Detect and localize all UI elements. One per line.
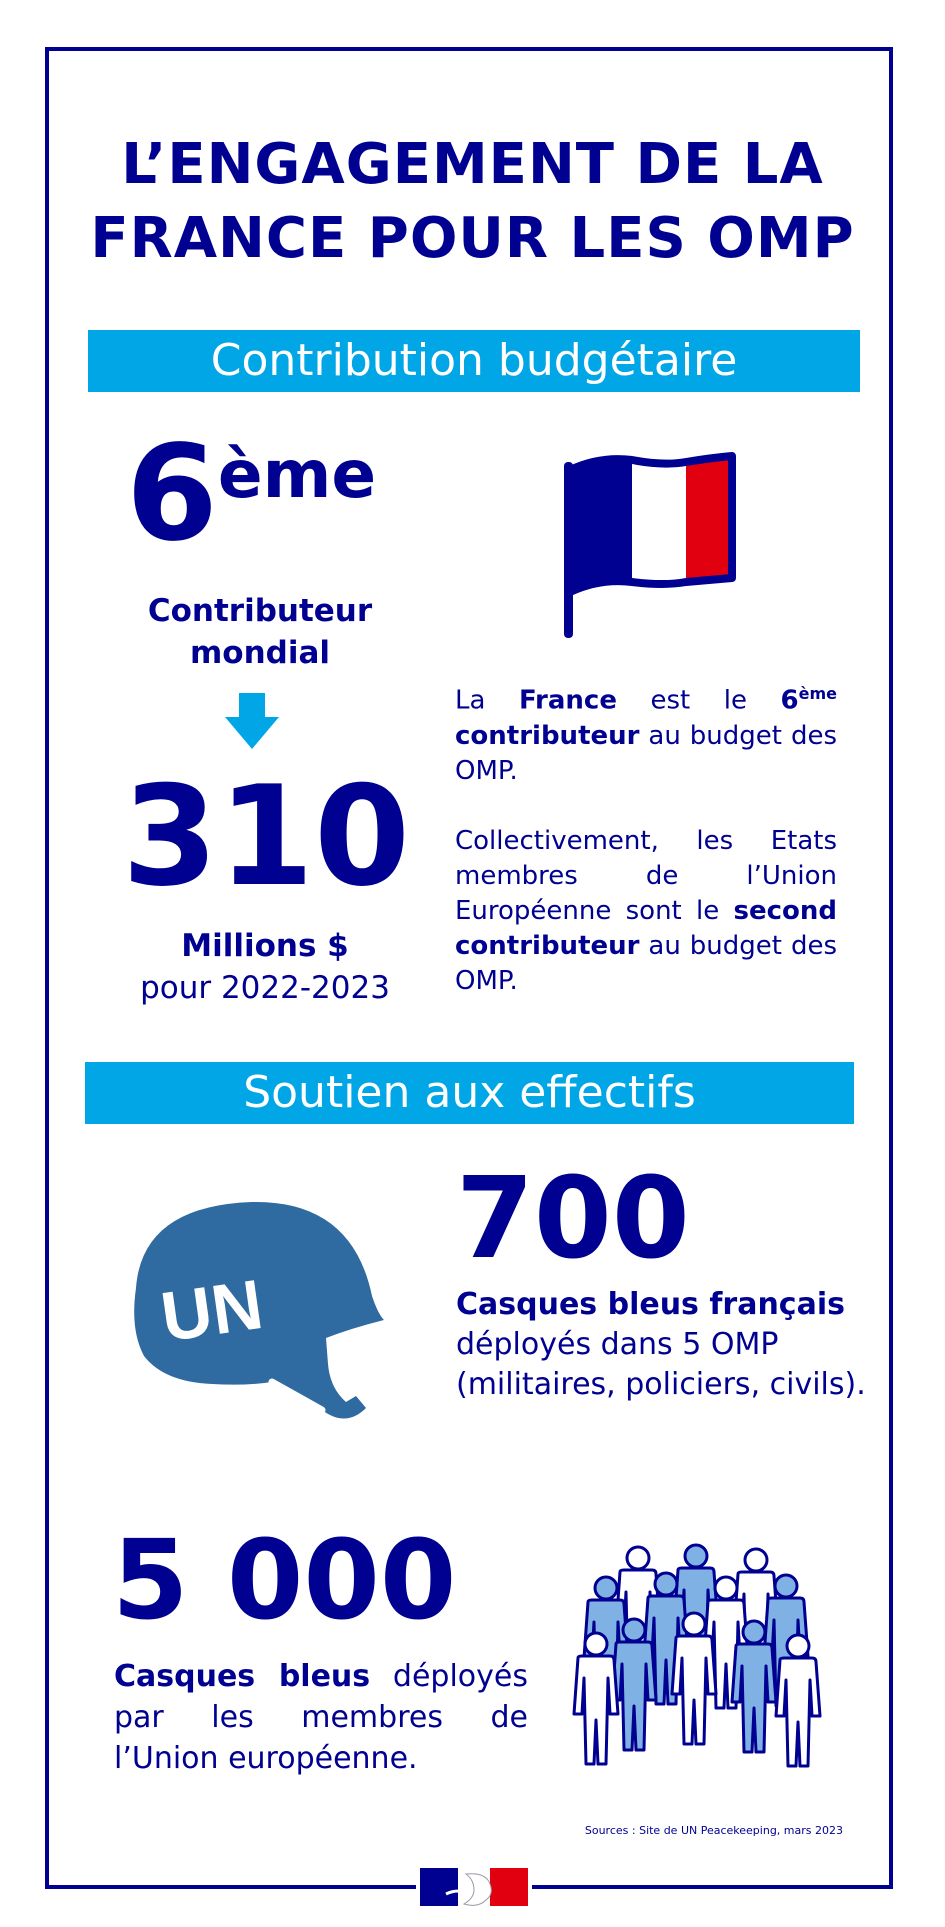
french-caption-rest: déployés dans 5 OMP (militaires, policiers, civils). xyxy=(456,1327,866,1402)
section-header-staff: Soutien aux effectifs xyxy=(85,1062,854,1124)
arrow-down-icon xyxy=(225,693,279,749)
para1-text-2: est le xyxy=(616,685,781,716)
rank-label-line-1: Contributeur xyxy=(147,593,373,629)
eu-peacekeepers-caption xyxy=(114,1656,528,1779)
para1-bold-france: France xyxy=(518,685,617,716)
para1-text-3: au budget des OMP. xyxy=(455,720,837,786)
un-helmet-icon xyxy=(122,1196,392,1436)
para2-text-2: au budget des OMP. xyxy=(455,931,837,996)
budget-caption xyxy=(115,925,415,1009)
para2-bold-second: second contributeur xyxy=(455,896,837,961)
republique-francaise-logo xyxy=(416,1864,532,1910)
budget-period: pour 2022-2023 xyxy=(140,970,390,1006)
people-group-icon xyxy=(566,1536,826,1786)
french-caption-bold: Casques bleus français xyxy=(456,1287,845,1322)
budget-paragraph-eu xyxy=(455,824,837,999)
para2-text-1: Collectivement, les Etats membres de l’Union Européenne sont le xyxy=(455,826,837,926)
rank-number: 6 xyxy=(126,417,218,571)
title-line-1: L’ENGAGEMENT DE LA xyxy=(121,132,824,197)
title-line-2: FRANCE POUR LES OMP xyxy=(90,206,855,271)
rank-label-line-2: mondial xyxy=(189,635,331,671)
para1-rank-suffix: ème xyxy=(798,684,837,703)
eu-caption-bold: Casques bleus xyxy=(114,1659,371,1694)
rank-figure xyxy=(126,417,377,571)
section-header-budget: Contribution budgétaire xyxy=(88,330,860,392)
marianne-icon xyxy=(416,1864,532,1910)
french-peacekeepers-caption xyxy=(456,1285,876,1405)
rank-suffix: ème xyxy=(217,436,377,513)
sources-note: Sources : Site de UN Peacekeeping, mars 2023 xyxy=(584,1824,843,1837)
para1-bold-rank: 6 xyxy=(780,685,799,716)
french-flag-icon xyxy=(560,452,740,642)
french-peacekeepers-count: 700 xyxy=(456,1154,690,1284)
para1-bold-contrib: contributeur xyxy=(455,720,640,751)
para1-text-1: La xyxy=(455,685,519,716)
budget-amount: 310 xyxy=(122,756,411,917)
page-title xyxy=(0,128,945,276)
budget-paragraph-france xyxy=(455,676,837,789)
helmet-un-label: UN xyxy=(156,1264,268,1357)
eu-caption-rest: déployés par les membres de l’Union européenne. xyxy=(114,1659,528,1776)
eu-peacekeepers-count: 5 000 xyxy=(112,1516,457,1644)
rank-label xyxy=(120,590,400,674)
budget-unit: Millions $ xyxy=(181,928,349,964)
